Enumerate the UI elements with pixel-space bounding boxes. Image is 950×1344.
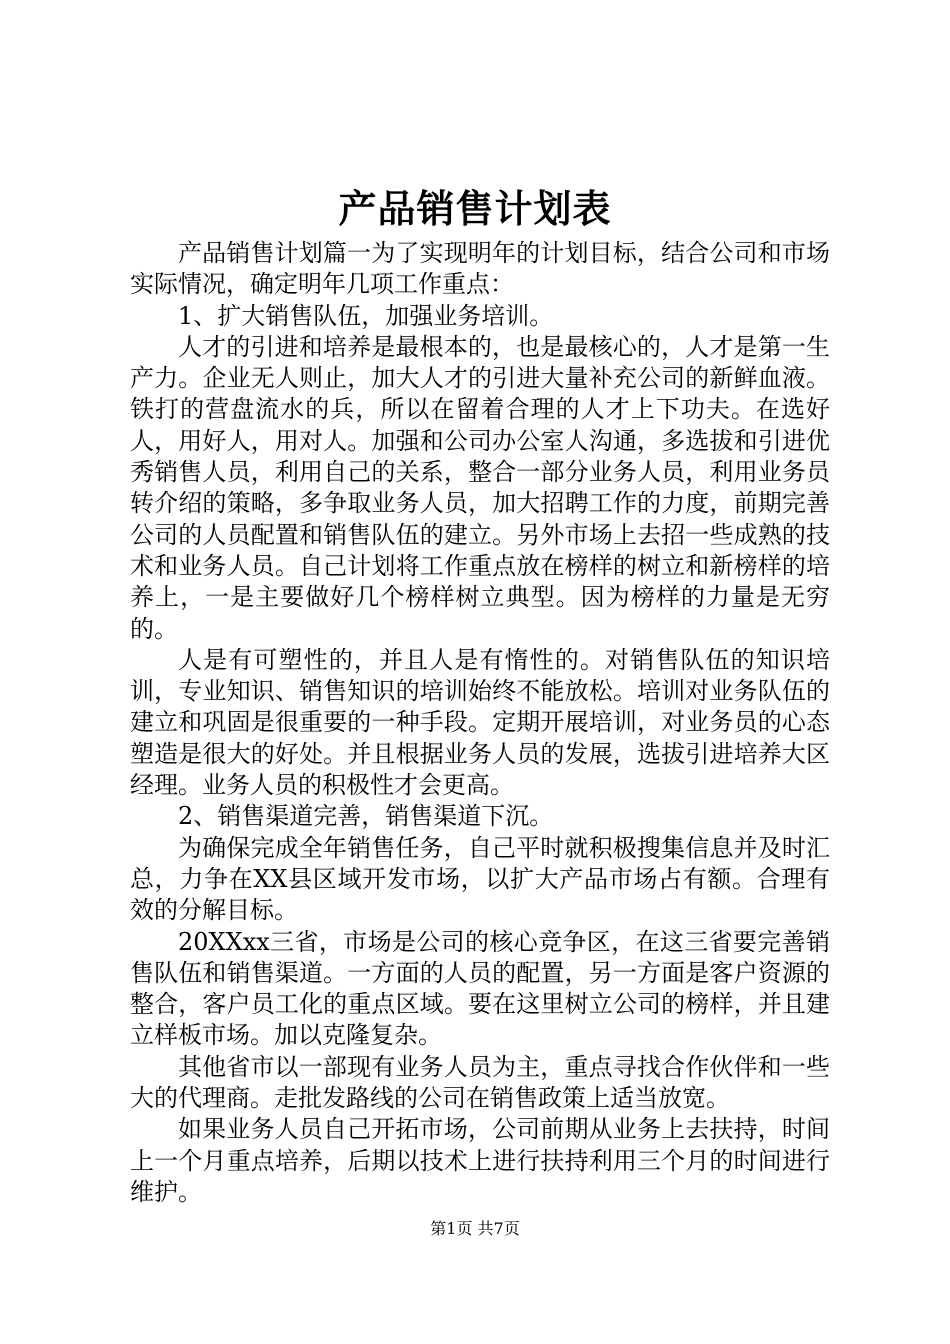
paragraph-sales-task: 为确保完成全年销售任务，自己平时就积极搜集信息并及时汇总，力争在XX县区域开发市场，以扩大产品市场占有额。合理有效的分解目标。 (130, 833, 830, 925)
paragraph-core-provinces: 20XXxx三省，市场是公司的核心竞争区，在这三省要完善销售队伍和销售渠道。一方面的人员的配置，另一方面是客户资源的整合，客户员工化的重点区域。要在这里树立公司的榜样，并且建立样板市场。加以克隆复杂。 (130, 927, 830, 1050)
document-body (130, 238, 830, 1208)
page-number: 第1页 共7页 (430, 1219, 520, 1238)
paragraph-other-provinces: 其他省市以一部现有业务人员为主，重点寻找合作伙伴和一些大的代理商。走批发路线的公司在销售政策上适当放宽。 (130, 1052, 830, 1113)
paragraph-talent: 人才的引进和培养是最根本的，也是最核心的，人才是第一生产力。企业无人则止，加大人才的引进大量补充公司的新鲜血液。铁打的营盘流水的兵，所以在留着合理的人才上下功夫。在选好人，用好人，用对人。加强和公司办公室人沟通，多选拔和引进优秀销售人员，利用自己的关系，整合一部分业务人员，利用业务员转介绍的策略，多争取业务人员，加大招聘工作的力度，前期完善公司的人员配置和销售队伍的建立。另外市场上去招一些成熟的技术和业务人员。自己计划将工作重点放在榜样的树立和新榜样的培养上，一是主要做好几个榜样树立典型。因为榜样的力量是无穷的。 (130, 332, 830, 643)
paragraph-intro: 产品销售计划篇一为了实现明年的计划目标，结合公司和市场实际情况，确定明年几项工作重点： (130, 239, 830, 299)
paragraph-heading-1: 1、扩大销售队伍，加强业务培训。 (178, 301, 554, 330)
paragraph-support: 如果业务人员自己开拓市场，公司前期从业务上去扶持，时间上一个月重点培养，后期以技术上进行扶持利用三个月的时间进行维护。 (130, 1115, 830, 1206)
paragraph-training: 人是有可塑性的，并且人是有惰性的。对销售队伍的知识培训，专业知识、销售知识的培训始终不能放松。培训对业务队伍的建立和巩固是很重要的一种手段。定期开展培训，对业务员的心态塑造是很大的好处。并且根据业务人员的发展，选拔引进培养大区经理。业务人员的积极性才会更高。 (130, 645, 830, 800)
document-title: 产品销售计划表 (338, 186, 612, 231)
paragraph-heading-2: 2、销售渠道完善，销售渠道下沉。 (178, 802, 554, 831)
